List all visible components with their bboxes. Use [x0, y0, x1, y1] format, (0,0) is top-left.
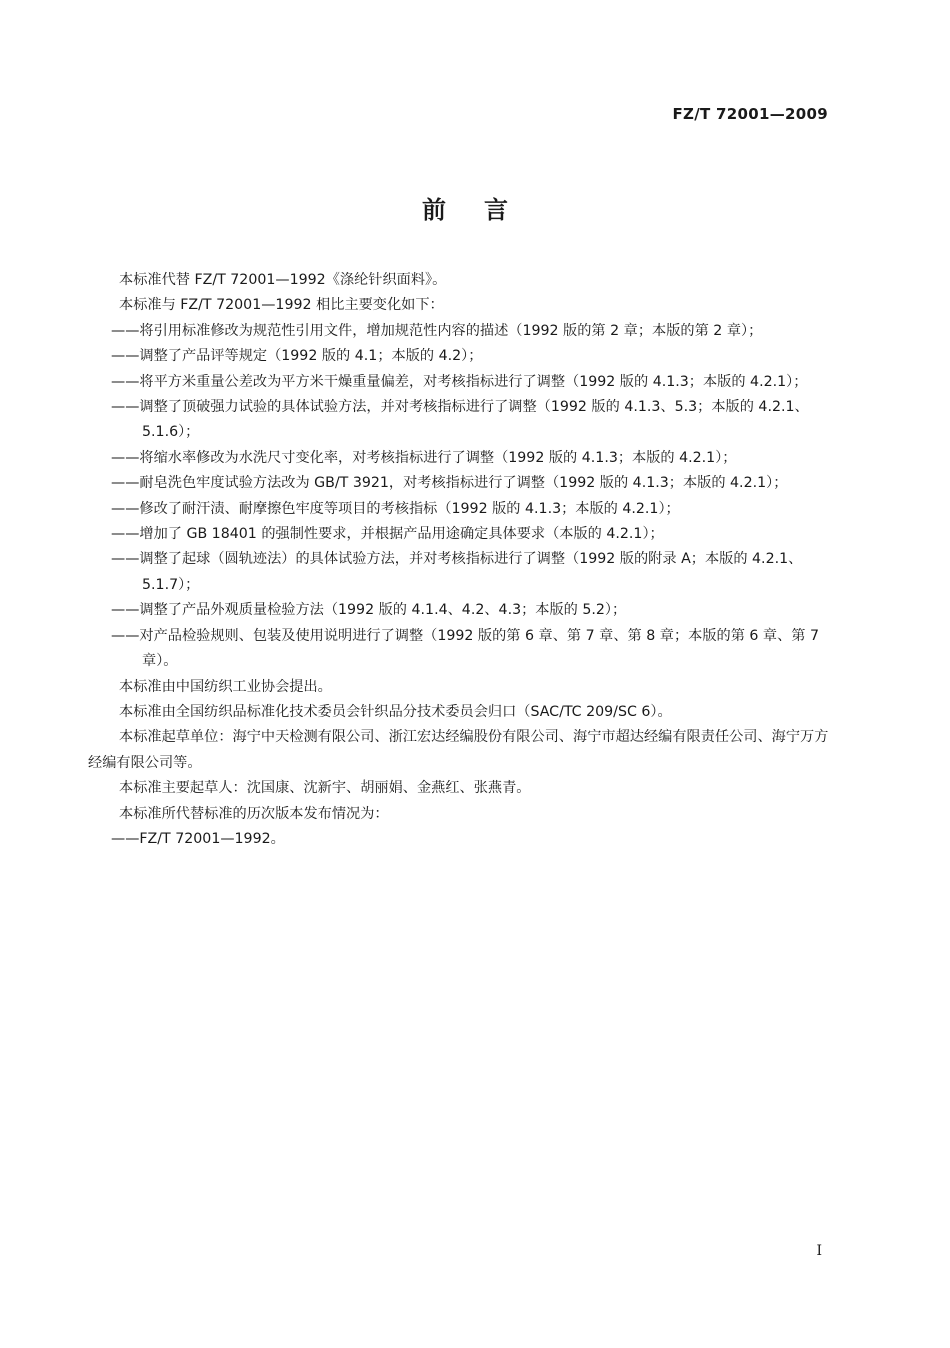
change-item: ——将平方米重量公差改为平方米干燥重量偏差，对考核指标进行了调整（1992 版的 4.1.3；本版的 4.2.1）； — [111, 373, 808, 390]
change-item: ——调整了起球（圆轨迹法）的具体试验方法，并对考核指标进行了调整（1992 版的附录 A；本版的 4.2.1、5.1.7）； — [111, 551, 803, 593]
change-item: ——将缩水率修改为水洗尺寸变化率，对考核指标进行了调整（1992 版的 4.1.3；本版的 4.2.1）； — [111, 449, 737, 466]
change-item: ——对产品检验规则、包装及使用说明进行了调整（1992 版的第 6 章、第 7 章、第 8 章；本版的第 6 章、第 7 章）。 — [111, 627, 820, 670]
change-item: ——耐皂洗色牢度试验方法改为 GB/T 3921，对考核指标进行了调整（1992 版的 4.1.3；本版的 4.2.1）； — [111, 475, 788, 492]
change-item: ——修改了耐汗渍、耐摩擦色牢度等项目的考核指标（1992 版的 4.1.3；本版的 4.2.1）； — [111, 500, 680, 517]
change-item: ——增加了 GB 18401 的强制性要求，并根据产品用途确定具体要求（本版的 4.2.1）； — [111, 526, 664, 543]
closing-paragraph: 本标准起草单位：海宁中天检测有限公司、浙江宏达经编股份有限公司、海宁市超达经编有限责任公司、海宁万方经编有限公司等。 — [88, 729, 829, 771]
change-item: ——调整了产品外观质量检验方法（1992 版的 4.1.4、4.2、4.3；本版的 5.2）； — [111, 602, 627, 619]
history-item: ——FZ/T 72001—1992。 — [111, 830, 285, 847]
foreword-body — [88, 268, 832, 852]
closing-paragraph: 本标准所代替标准的历次版本发布情况为： — [119, 805, 389, 822]
change-item: ——将引用标准修改为规范性引用文件，增加规范性内容的描述（1992 版的第 2 章；本版的第 2 章）； — [111, 322, 763, 339]
standard-code: FZ/T 72001—2009 — [672, 105, 828, 123]
change-item: ——调整了顶破强力试验的具体试验方法，并对考核指标进行了调整（1992 版的 4.1.3、5.3；本版的 4.2.1、5.1.6）； — [111, 399, 809, 441]
closing-paragraph: 本标准由中国纺织工业协会提出。 — [119, 678, 332, 695]
closing-paragraph: 本标准主要起草人：沈国康、沈新宇、胡丽娟、金燕红、张燕青。 — [119, 780, 531, 797]
intro-paragraph: 本标准代替 FZ/T 72001—1992《涤纶针织面料》。 — [119, 272, 447, 288]
page-number: I — [816, 1243, 822, 1259]
intro-paragraph: 本标准与 FZ/T 72001—1992 相比主要变化如下： — [119, 297, 444, 314]
change-item: ——调整了产品评等规定（1992 版的 4.1；本版的 4.2）； — [111, 348, 483, 365]
closing-paragraph: 本标准由全国纺织品标准化技术委员会针织品分技术委员会归口（SAC/TC 209/SC 6）。 — [119, 703, 672, 720]
page-title: 前言 — [422, 196, 546, 224]
